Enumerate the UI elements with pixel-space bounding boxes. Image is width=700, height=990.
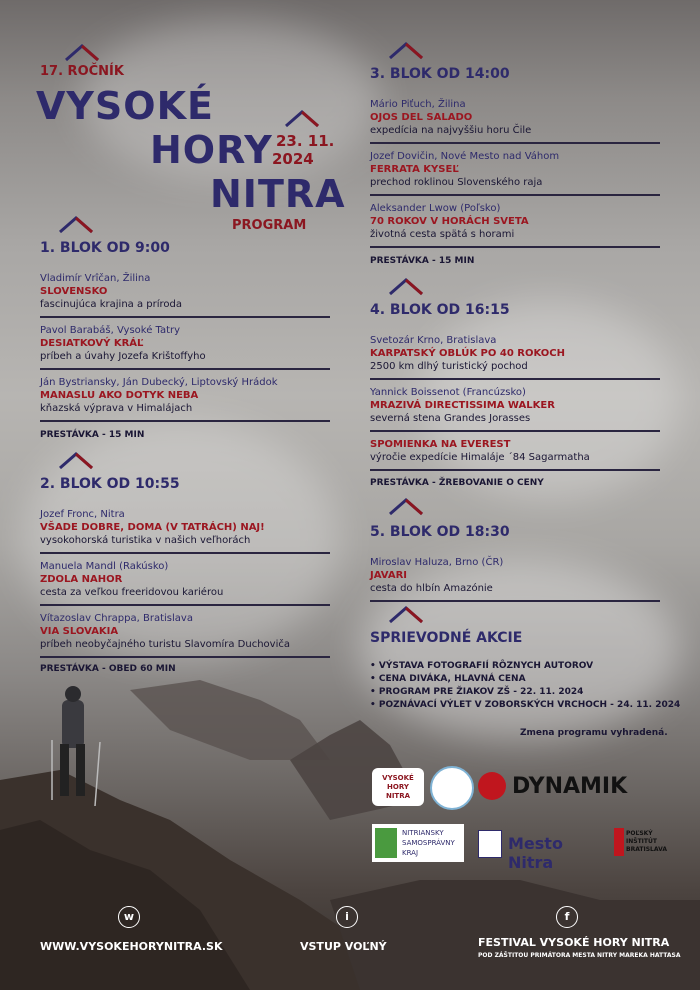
patronage-note: POD ZÁŠTITOU PRIMÁTORA MESTA NITRY MAREKA HATTASA <box>478 952 681 959</box>
block-1-title: 1. BLOK OD 9:00 <box>40 240 170 256</box>
block-4-title: 4. BLOK OD 16:15 <box>370 302 510 318</box>
list-item <box>370 386 660 432</box>
date-year: 2024 <box>272 150 314 168</box>
speaker: Ján Bystriansky, Ján Dubecký, Liptovský Hrádok <box>40 377 278 388</box>
talk-title: MRAZIVÁ DIRECTISSIMA WALKER <box>370 400 555 411</box>
facebook-icon[interactable]: f <box>556 906 578 928</box>
list-item <box>370 98 660 144</box>
nsk-logo: NITRIANSKY SAMOSPRÁVNY KRAJ <box>372 824 464 862</box>
divider <box>40 604 330 606</box>
date-day: 23. 11. <box>276 132 335 150</box>
title-line1: VYSOKÉ <box>36 84 215 128</box>
edition-label: 17. ROČNÍK <box>40 64 124 79</box>
roof-icon <box>386 276 426 298</box>
speaker: Jozef Dovičin, Nové Mesto nad Váhom <box>370 151 560 162</box>
website-link[interactable]: WWW.VYSOKEHORYNITRA.SK <box>40 940 223 953</box>
speaker: Yannick Boissenot (Francúzsko) <box>370 387 526 398</box>
list-item <box>370 334 660 380</box>
roof-icon <box>56 450 96 472</box>
list-item <box>40 272 330 318</box>
talk-title: SLOVENSKO <box>40 286 108 297</box>
block-2-title: 2. BLOK OD 10:55 <box>40 476 180 492</box>
divider <box>370 469 660 471</box>
title-line3: NITRA <box>210 172 346 216</box>
divider <box>370 142 660 144</box>
talk-desc: 2500 km dlhý turistický pochod <box>370 361 528 372</box>
block-5-title: 5. BLOK OD 18:30 <box>370 524 510 540</box>
city-crest-icon <box>478 830 502 858</box>
list-item <box>40 376 330 422</box>
roof-icon <box>386 604 426 626</box>
pause-label: PRESTÁVKA - OBED 60 MIN <box>40 664 176 674</box>
talk-title: 70 ROKOV V HORÁCH SVETA <box>370 216 529 227</box>
list-item: • CENA DIVÁKA, HLAVNÁ CENA <box>370 674 526 684</box>
list-item <box>40 612 330 658</box>
pause-label: PRESTÁVKA - 15 MIN <box>40 430 145 440</box>
talk-title: SPOMIENKA NA EVEREST <box>370 439 511 450</box>
list-item: • POZNÁVACÍ VÝLET V ZOBORSKÝCH VRCHOCH - 24. 11. 2024 <box>370 700 681 710</box>
speaker: Pavol Barabáš, Vysoké Tatry <box>40 325 181 336</box>
divider <box>370 194 660 196</box>
divider <box>40 368 330 370</box>
program-note: Zmena programu vyhradená. <box>520 728 668 738</box>
talk-desc: príbeh a úvahy Jozefa Krištoffyho <box>40 351 206 362</box>
talk-desc: cesta za veľkou freeridovou kariérou <box>40 587 224 598</box>
speaker: Jozef Fronc, Nitra <box>40 509 125 520</box>
list-item: • VÝSTAVA FOTOGRAFIÍ RÔZNYCH AUTOROV <box>370 661 594 671</box>
info-icon: i <box>336 906 358 928</box>
dynamik-mark-icon <box>478 772 506 800</box>
akcie-title: SPRIEVODNÉ AKCIE <box>370 630 523 646</box>
talk-desc: výročie expedície Himaláje ´84 Sagarmatha <box>370 452 590 463</box>
talk-desc: cesta do hlbín Amazónie <box>370 583 493 594</box>
talk-desc: životná cesta spätá s horami <box>370 229 515 240</box>
divider <box>370 600 660 602</box>
talk-desc: vysokohorská turistika v našich veľhorách <box>40 535 251 546</box>
talk-desc: severná stena Grandes Jorasses <box>370 413 531 424</box>
talk-desc: prechod roklinou Slovenského raja <box>370 177 543 188</box>
roof-icon <box>282 108 322 130</box>
dynamik-logo: DYNAMIK <box>478 772 658 802</box>
talk-title: VŠADE DOBRE, DOMA (V TATRÁCH) NAJ! <box>40 522 265 533</box>
divider <box>370 378 660 380</box>
talk-title: ZDOLA NAHOR <box>40 574 123 585</box>
speaker: Aleksander Lwow (Poľsko) <box>370 203 501 214</box>
talk-title: MANASLU AKO DOTYK NEBA <box>40 390 199 401</box>
roof-icon <box>62 42 102 64</box>
list-item <box>40 324 330 370</box>
speaker: Svetozár Krno, Bratislava <box>370 335 497 346</box>
polish-institute-logo: POĽSKÝ INŠTITÚT BRATISLAVA <box>614 828 664 860</box>
akcie-list <box>370 660 680 712</box>
divider <box>370 430 660 432</box>
divider <box>40 420 330 422</box>
divider <box>40 552 330 554</box>
divider <box>40 316 330 318</box>
vhn-logo: VYSOKÉ HORY NITRA <box>372 768 424 806</box>
talk-title: FERRATA KYSEĽ <box>370 164 459 175</box>
list-item <box>40 560 330 606</box>
list-item <box>370 438 660 471</box>
nsk-crest-icon <box>375 828 397 858</box>
talk-title: JAVARI <box>370 570 408 581</box>
talk-title: DESIATKOVÝ KRÁĽ <box>40 338 144 349</box>
list-item: • PROGRAM PRE ŽIAKOV ZŠ - 22. 11. 2024 <box>370 687 584 697</box>
pause-label: PRESTÁVKA - 15 MIN <box>370 256 475 266</box>
title-line2: HORY <box>150 128 273 172</box>
pi-mark-icon <box>614 828 624 856</box>
list-item <box>370 202 660 248</box>
club-logo <box>430 766 474 810</box>
speaker: Vítazoslav Chrappa, Bratislava <box>40 613 193 624</box>
divider <box>370 246 660 248</box>
program-label: PROGRAM <box>232 218 307 233</box>
talk-title: OJOS DEL SALADO <box>370 112 473 123</box>
talk-desc: kňazská výprava v Himalájach <box>40 403 193 414</box>
divider <box>40 656 330 658</box>
roof-icon <box>56 214 96 236</box>
web-icon[interactable]: w <box>118 906 140 928</box>
festival-name: FESTIVAL VYSOKÉ HORY NITRA <box>478 936 670 949</box>
pause-label: PRESTÁVKA - ŽREBOVANIE O CENY <box>370 478 544 488</box>
talk-title: KARPATSKÝ OBLÚK PO 40 ROKOCH <box>370 348 565 359</box>
speaker: Vladimír Vrîčan, Žilina <box>40 273 151 284</box>
list-item <box>370 150 660 196</box>
speaker: Mário Piťuch, Žilina <box>370 99 466 110</box>
mesto-nitra-logo: Mesto Nitra <box>478 828 608 860</box>
talk-desc: príbeh neobyčajného turistu Slavomíra Duchoviča <box>40 639 290 650</box>
entry-info: VSTUP VOĽNÝ <box>300 940 387 953</box>
roof-icon <box>386 496 426 518</box>
speaker: Miroslav Haluza, Brno (ČR) <box>370 557 504 568</box>
list-item <box>370 556 660 602</box>
block-3-title: 3. BLOK OD 14:00 <box>370 66 510 82</box>
talk-desc: fascinujúca krajina a príroda <box>40 299 182 310</box>
talk-title: VIA SLOVAKIA <box>40 626 119 637</box>
speaker: Manuela Mandl (Rakúsko) <box>40 561 169 572</box>
talk-desc: expedícia na najvyššiu horu Čile <box>370 125 532 136</box>
list-item <box>40 508 330 554</box>
roof-icon <box>386 40 426 62</box>
